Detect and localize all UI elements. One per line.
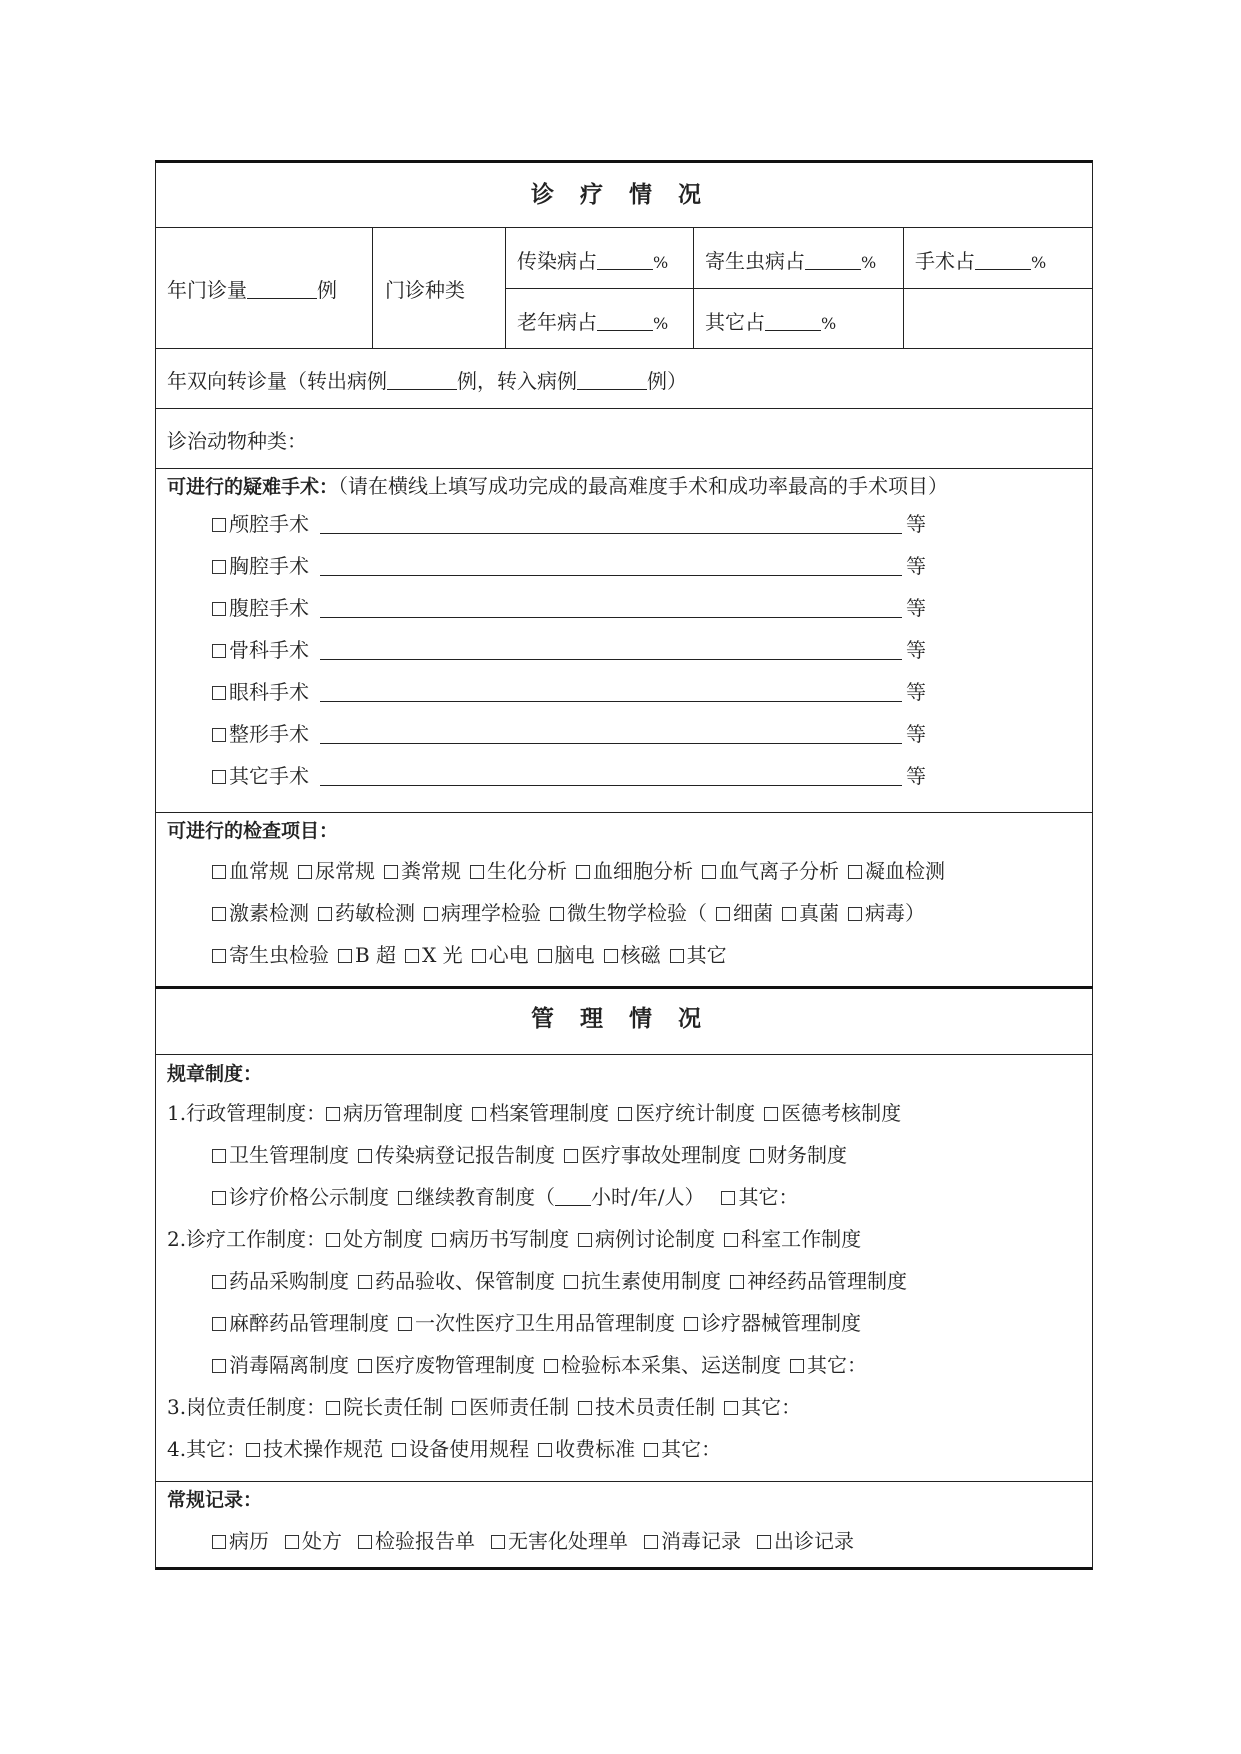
checkbox[interactable] bbox=[564, 1275, 578, 1289]
checkbox-label: 药品验收、保管制度 bbox=[375, 1269, 555, 1293]
checkbox-item[interactable] bbox=[472, 943, 529, 967]
checkbox-item[interactable] bbox=[212, 1353, 349, 1377]
checkbox[interactable] bbox=[358, 1275, 372, 1289]
checkbox-label: 其它： bbox=[807, 1353, 867, 1377]
clinical-row-2 bbox=[212, 1268, 916, 1294]
checkbox-label: 设备使用规程 bbox=[409, 1437, 530, 1461]
checkbox-item[interactable] bbox=[618, 1101, 755, 1125]
checkbox[interactable] bbox=[338, 949, 352, 963]
surgery-row bbox=[212, 553, 932, 579]
checkbox-label: 检验标本采集、运送制度 bbox=[561, 1353, 781, 1377]
divider bbox=[155, 408, 1093, 409]
checkbox-item[interactable] bbox=[212, 1529, 269, 1553]
checkbox-item[interactable] bbox=[670, 943, 727, 967]
checkbox-label: 医德考核制度 bbox=[781, 1101, 902, 1125]
divider bbox=[155, 812, 1093, 813]
checkbox[interactable] bbox=[246, 1443, 260, 1457]
clinical-row-1: 2.诊疗工作制度： 处方制度 病历书写制度 病例讨论制度 科室工作制度 bbox=[167, 1227, 862, 1251]
checkbox-label: 院长责任制 bbox=[343, 1395, 444, 1419]
checkbox[interactable] bbox=[212, 1191, 226, 1205]
surgery-row bbox=[212, 679, 932, 705]
surgery-label: 腹腔手术 bbox=[229, 596, 309, 620]
checkbox-item[interactable] bbox=[564, 1143, 741, 1167]
divider bbox=[505, 288, 1093, 289]
checkbox-item[interactable] bbox=[730, 1269, 907, 1293]
surgery-label: 胸腔手术 bbox=[229, 554, 309, 578]
checkbox-item[interactable] bbox=[782, 901, 839, 925]
checkbox-item[interactable] bbox=[724, 1395, 801, 1419]
checkbox[interactable] bbox=[644, 1443, 658, 1457]
checkbox[interactable] bbox=[212, 686, 226, 700]
checkbox[interactable] bbox=[790, 1359, 804, 1373]
checkbox-item[interactable] bbox=[212, 1143, 349, 1167]
divider bbox=[155, 348, 1093, 349]
section-divider bbox=[155, 986, 1093, 989]
checkbox[interactable] bbox=[538, 1443, 552, 1457]
checkbox-item[interactable] bbox=[358, 1353, 535, 1377]
hours-blank[interactable] bbox=[555, 1185, 591, 1206]
checkbox-item[interactable] bbox=[392, 1437, 529, 1461]
checkbox[interactable] bbox=[212, 949, 226, 963]
checkbox-label: 血常规 bbox=[229, 859, 289, 883]
rules-heading: 规章制度： bbox=[167, 1063, 263, 1085]
checkbox-label: 病例讨论制度 bbox=[595, 1227, 716, 1251]
checkbox[interactable] bbox=[405, 949, 419, 963]
checkbox-label: 收费标准 bbox=[555, 1437, 636, 1461]
checkbox[interactable] bbox=[757, 1535, 771, 1549]
checkbox[interactable] bbox=[544, 1359, 558, 1373]
surgery-row bbox=[212, 763, 932, 789]
surgery-fill-line[interactable] bbox=[320, 617, 902, 618]
records-row bbox=[212, 1528, 870, 1554]
outpatient-types-label: 门诊种类 bbox=[385, 278, 465, 302]
checkbox-label: 诊疗器械管理制度 bbox=[701, 1311, 861, 1335]
checkbox[interactable] bbox=[212, 865, 226, 879]
surgery-fill-line[interactable] bbox=[320, 533, 902, 534]
checkbox-label: 其它： bbox=[661, 1437, 722, 1461]
checkbox[interactable] bbox=[578, 1401, 592, 1415]
checkbox-label: 一次性医疗卫生用品管理制度 bbox=[415, 1311, 675, 1335]
checkbox-item[interactable] bbox=[298, 859, 375, 883]
checkbox-label: 技术员责任制 bbox=[595, 1395, 716, 1419]
checkbox-label: 尿常规 bbox=[315, 859, 375, 883]
checkbox[interactable] bbox=[326, 1107, 340, 1121]
clinical-row-4 bbox=[212, 1352, 876, 1378]
checkbox-label: 血气离子分析 bbox=[719, 859, 839, 883]
checkbox-item[interactable] bbox=[578, 1395, 715, 1419]
admin-row-1: 1.行政管理制度： 病历管理制度 档案管理制度 医疗统计制度 医德考核制度 bbox=[167, 1101, 902, 1125]
exam-row bbox=[212, 858, 954, 884]
checkbox-label: 医疗废物管理制度 bbox=[375, 1353, 535, 1377]
divider bbox=[155, 227, 1093, 228]
surgery-suffix: 等 bbox=[906, 722, 926, 746]
checkbox-item[interactable] bbox=[285, 1529, 342, 1553]
checkbox[interactable] bbox=[285, 1535, 299, 1549]
checkbox-item[interactable] bbox=[212, 859, 289, 883]
checkbox-item[interactable] bbox=[212, 943, 329, 967]
checkbox-label: 药品采购制度 bbox=[229, 1269, 349, 1293]
checkbox[interactable] bbox=[670, 949, 684, 963]
surgery-suffix: 等 bbox=[906, 680, 926, 704]
clinical-row-3 bbox=[212, 1310, 870, 1336]
checkbox-label: B 超 bbox=[355, 943, 397, 967]
checkbox-item[interactable] bbox=[576, 859, 693, 883]
checkbox[interactable] bbox=[848, 865, 862, 879]
checkbox-label: 医疗事故处理制度 bbox=[581, 1143, 741, 1167]
checkbox[interactable] bbox=[848, 907, 862, 921]
checkbox[interactable] bbox=[618, 1107, 632, 1121]
checkbox-item[interactable] bbox=[246, 1437, 383, 1461]
checkbox[interactable] bbox=[491, 1535, 505, 1549]
checkbox-item[interactable] bbox=[538, 943, 595, 967]
checkbox[interactable] bbox=[424, 907, 438, 921]
checkbox-label: 凝血检测 bbox=[865, 859, 945, 883]
checkbox[interactable] bbox=[644, 1535, 658, 1549]
infectious-field[interactable]: 传染病占 % bbox=[517, 249, 669, 273]
checkbox[interactable] bbox=[212, 602, 226, 616]
checkbox-label: 消毒隔离制度 bbox=[229, 1353, 349, 1377]
checkbox[interactable] bbox=[564, 1149, 578, 1163]
checkbox-item[interactable] bbox=[724, 1227, 861, 1251]
surgery-checkbox-item[interactable] bbox=[212, 511, 309, 537]
checkbox[interactable] bbox=[782, 907, 796, 921]
checkbox-item[interactable] bbox=[398, 1311, 675, 1335]
checkbox-item[interactable] bbox=[358, 1269, 555, 1293]
surgery-row bbox=[212, 595, 932, 621]
checkbox[interactable] bbox=[472, 1107, 486, 1121]
checkbox[interactable] bbox=[716, 907, 730, 921]
checkbox[interactable] bbox=[212, 1359, 226, 1373]
checkbox-item[interactable] bbox=[338, 943, 396, 967]
checkbox-label: 心电 bbox=[488, 943, 529, 967]
admin-row-3: 诊疗价格公示制度 继续教育制度（ 小时/年/人） 其它： bbox=[212, 1184, 798, 1210]
checkbox-label: 微生物学检验（ bbox=[567, 901, 707, 925]
checkbox-item[interactable] bbox=[848, 901, 925, 925]
checkbox-item[interactable] bbox=[764, 1101, 901, 1125]
surgery-row bbox=[212, 511, 932, 537]
checkbox-item[interactable] bbox=[750, 1143, 847, 1167]
checkbox-label: 神经药品管理制度 bbox=[747, 1269, 907, 1293]
checkbox-label: 粪常规 bbox=[401, 859, 461, 883]
checkbox-item[interactable] bbox=[716, 901, 773, 925]
admin-row-2 bbox=[212, 1142, 856, 1168]
checkbox-item[interactable] bbox=[424, 901, 541, 925]
checkbox[interactable] bbox=[384, 865, 398, 879]
checkbox-item[interactable] bbox=[326, 1395, 443, 1419]
checkbox[interactable] bbox=[212, 518, 226, 532]
checkbox[interactable] bbox=[212, 907, 226, 921]
checkbox[interactable] bbox=[730, 1275, 744, 1289]
post-row: 3.岗位责任制度： 院长责任制 医师责任制 技术员责任制 其它： bbox=[167, 1395, 802, 1419]
surgery-label: 整形手术 bbox=[229, 722, 309, 746]
checkbox-item[interactable] bbox=[564, 1269, 721, 1293]
checkbox[interactable] bbox=[702, 865, 716, 879]
surgery-checkbox-item[interactable] bbox=[212, 637, 309, 663]
checkbox-label: 其它 bbox=[686, 943, 727, 967]
checkbox-item[interactable] bbox=[432, 1227, 569, 1251]
checkbox-item[interactable] bbox=[318, 901, 415, 925]
checkbox-item[interactable] bbox=[848, 859, 945, 883]
checkbox-item[interactable] bbox=[212, 1269, 349, 1293]
checkbox-label: 病理学检验 bbox=[441, 901, 541, 925]
checkbox[interactable] bbox=[398, 1191, 412, 1205]
exam-heading: 可进行的检查项目： bbox=[167, 820, 339, 842]
checkbox-item[interactable] bbox=[684, 1311, 861, 1335]
surgery-row bbox=[212, 721, 932, 747]
checkbox-item[interactable] bbox=[326, 1227, 423, 1251]
checkbox-item[interactable] bbox=[384, 859, 461, 883]
checkbox-item[interactable] bbox=[644, 1437, 721, 1461]
checkbox-item[interactable] bbox=[212, 1311, 389, 1335]
checkbox-item[interactable] bbox=[702, 859, 839, 883]
annual-visits-blank[interactable] bbox=[247, 278, 317, 299]
checkbox[interactable] bbox=[212, 1535, 226, 1549]
surgery-label: 其它手术 bbox=[229, 764, 309, 788]
checkbox-label: 其它： bbox=[741, 1395, 802, 1419]
checkbox-item[interactable] bbox=[578, 1227, 715, 1251]
surgery-suffix: 等 bbox=[906, 554, 926, 578]
divider bbox=[155, 468, 1093, 469]
checkbox-item[interactable] bbox=[358, 1143, 555, 1167]
checkbox-label: 药敏检测 bbox=[335, 901, 415, 925]
section-title-diagnosis: 诊 疗 情 况 bbox=[530, 181, 711, 208]
checkbox-item[interactable] bbox=[790, 1353, 867, 1377]
checkbox-label: 出诊记录 bbox=[774, 1529, 854, 1553]
checkbox-item[interactable] bbox=[538, 1437, 635, 1461]
checkbox-label: 档案管理制度 bbox=[489, 1101, 610, 1125]
checkbox[interactable] bbox=[604, 949, 618, 963]
checkbox-item[interactable] bbox=[472, 1101, 609, 1125]
checkbox[interactable] bbox=[684, 1317, 698, 1331]
checkbox-item[interactable] bbox=[644, 1529, 741, 1553]
checkbox-label: 传染病登记报告制度 bbox=[375, 1143, 555, 1167]
checkbox[interactable] bbox=[212, 1275, 226, 1289]
checkbox-item[interactable] bbox=[544, 1353, 781, 1377]
surgery-fill-line[interactable] bbox=[320, 785, 902, 786]
checkbox[interactable] bbox=[724, 1233, 738, 1247]
surgery-label: 骨科手术 bbox=[229, 638, 309, 662]
animal-species-label: 诊治动物种类： bbox=[167, 429, 307, 453]
divider bbox=[903, 227, 904, 348]
divider bbox=[155, 1481, 1093, 1482]
checkbox-item[interactable] bbox=[757, 1529, 854, 1553]
checkbox-label: 麻醉药品管理制度 bbox=[229, 1311, 389, 1335]
checkbox-label: 卫生管理制度 bbox=[229, 1143, 349, 1167]
checkbox-item[interactable] bbox=[550, 901, 707, 925]
checkbox[interactable] bbox=[212, 770, 226, 784]
checkbox-item[interactable] bbox=[358, 1529, 475, 1553]
checkbox[interactable] bbox=[550, 907, 564, 921]
checkbox[interactable] bbox=[212, 1317, 226, 1331]
surgery-suffix: 等 bbox=[906, 596, 926, 620]
surgery-suffix: 等 bbox=[906, 638, 926, 662]
checkbox[interactable] bbox=[452, 1401, 466, 1415]
surgery-row bbox=[212, 637, 932, 663]
checkbox-item[interactable] bbox=[491, 1529, 628, 1553]
surgery-checkbox-item[interactable] bbox=[212, 553, 309, 579]
checkbox[interactable] bbox=[578, 1233, 592, 1247]
surgery-checkbox-item[interactable] bbox=[212, 595, 309, 621]
checkbox-label: 寄生虫检验 bbox=[229, 943, 329, 967]
checkbox[interactable] bbox=[212, 644, 226, 658]
checkbox[interactable] bbox=[432, 1233, 446, 1247]
checkbox-label: 血细胞分析 bbox=[593, 859, 693, 883]
checkbox-label: 病毒） bbox=[865, 901, 925, 925]
parasitic-field[interactable]: 寄生虫病占 % bbox=[705, 249, 877, 273]
checkbox[interactable] bbox=[398, 1317, 412, 1331]
other-pct-field[interactable]: 其它占 % bbox=[705, 310, 837, 334]
checkbox-label: 真菌 bbox=[799, 901, 839, 925]
checkbox[interactable] bbox=[358, 1359, 372, 1373]
checkbox-label: 无害化处理单 bbox=[508, 1529, 628, 1553]
checkbox-item[interactable] bbox=[470, 859, 567, 883]
checkbox[interactable] bbox=[298, 865, 312, 879]
surgery-suffix: 等 bbox=[906, 764, 926, 788]
checkbox-label: 处方制度 bbox=[343, 1227, 424, 1251]
checkbox-label: 病历管理制度 bbox=[343, 1101, 464, 1125]
surgery-label: 眼科手术 bbox=[229, 680, 309, 704]
checkbox-label: 技术操作规范 bbox=[263, 1437, 384, 1461]
checkbox[interactable] bbox=[750, 1149, 764, 1163]
checkbox-label: 病历书写制度 bbox=[449, 1227, 570, 1251]
surgery-suffix: 等 bbox=[906, 512, 926, 536]
checkbox-label: 科室工作制度 bbox=[741, 1227, 862, 1251]
checkbox-item[interactable] bbox=[405, 943, 463, 967]
checkbox[interactable] bbox=[724, 1401, 738, 1415]
checkbox[interactable] bbox=[538, 949, 552, 963]
checkbox[interactable] bbox=[212, 1149, 226, 1163]
surgery-label: 颅腔手术 bbox=[229, 512, 309, 536]
checkbox[interactable] bbox=[212, 560, 226, 574]
checkbox-label: 处方 bbox=[302, 1529, 342, 1553]
surgery-fill-line[interactable] bbox=[320, 743, 902, 744]
divider bbox=[505, 227, 506, 348]
checkbox-item[interactable] bbox=[604, 943, 661, 967]
checkbox[interactable] bbox=[392, 1443, 406, 1457]
checkbox[interactable] bbox=[472, 949, 486, 963]
checkbox-label: 财务制度 bbox=[767, 1143, 847, 1167]
checkbox[interactable] bbox=[764, 1107, 778, 1121]
geriatric-field[interactable]: 老年病占 % bbox=[517, 310, 669, 334]
checkbox-label: 医师责任制 bbox=[469, 1395, 570, 1419]
checkbox-label: 检验报告单 bbox=[375, 1529, 475, 1553]
surgery-fill-line[interactable] bbox=[320, 659, 902, 660]
surgery-fill-line[interactable] bbox=[320, 701, 902, 702]
section-title-management: 管 理 情 况 bbox=[530, 1005, 711, 1032]
records-heading: 常规记录： bbox=[167, 1489, 263, 1511]
checkbox-label: 生化分析 bbox=[487, 859, 567, 883]
checkbox-item[interactable]: 继续教育制度（ bbox=[398, 1185, 555, 1209]
checkbox-item[interactable]: 诊疗价格公示制度 bbox=[212, 1185, 389, 1209]
referral-field[interactable]: 年双向转诊量（转出病例 例，转入病例 例） bbox=[167, 369, 687, 393]
checkbox-item[interactable] bbox=[452, 1395, 569, 1419]
divider bbox=[693, 227, 694, 348]
exam-row bbox=[212, 900, 934, 926]
exam-row bbox=[212, 942, 736, 968]
checkbox-label: X 光 bbox=[422, 943, 463, 967]
other-row: 4.其它： 技术操作规范 设备使用规程 收费标准 其它： bbox=[167, 1437, 722, 1461]
checkbox-label: 抗生素使用制度 bbox=[581, 1269, 721, 1293]
checkbox-label: 细菌 bbox=[733, 901, 773, 925]
checkbox[interactable] bbox=[326, 1233, 340, 1247]
checkbox-item[interactable]: 其它： bbox=[721, 1185, 798, 1209]
checkbox[interactable] bbox=[326, 1401, 340, 1415]
checkbox-label: 病历 bbox=[229, 1529, 269, 1553]
checkbox-item[interactable] bbox=[212, 901, 309, 925]
surgery-checkbox-item[interactable] bbox=[212, 721, 309, 747]
surgery-heading: 可进行的疑难手术：（请在横线上填写成功完成的最高难度手术和成功率最高的手术项目） bbox=[167, 474, 949, 498]
divider bbox=[372, 227, 373, 348]
checkbox-label: 消毒记录 bbox=[661, 1529, 741, 1553]
checkbox[interactable] bbox=[721, 1191, 735, 1205]
checkbox[interactable] bbox=[358, 1149, 372, 1163]
checkbox-item[interactable] bbox=[326, 1101, 463, 1125]
checkbox[interactable] bbox=[358, 1535, 372, 1549]
surgery-checkbox-item[interactable] bbox=[212, 679, 309, 705]
surgery-checkbox-item[interactable] bbox=[212, 763, 309, 789]
checkbox-label: 脑电 bbox=[554, 943, 595, 967]
checkbox-label: 医疗统计制度 bbox=[635, 1101, 756, 1125]
checkbox[interactable] bbox=[318, 907, 332, 921]
checkbox-label: 核磁 bbox=[620, 943, 661, 967]
annual-visits-label: 年门诊量 bbox=[167, 278, 247, 302]
surgery-fill-line[interactable] bbox=[320, 575, 902, 576]
checkbox[interactable] bbox=[470, 865, 484, 879]
surgery-pct-field[interactable]: 手术占 % bbox=[915, 249, 1047, 273]
checkbox-label: 激素检测 bbox=[229, 901, 309, 925]
checkbox[interactable] bbox=[212, 728, 226, 742]
divider bbox=[155, 1054, 1093, 1055]
checkbox[interactable] bbox=[576, 865, 590, 879]
annual-visits-field[interactable]: 年门诊量 例 bbox=[167, 278, 337, 302]
